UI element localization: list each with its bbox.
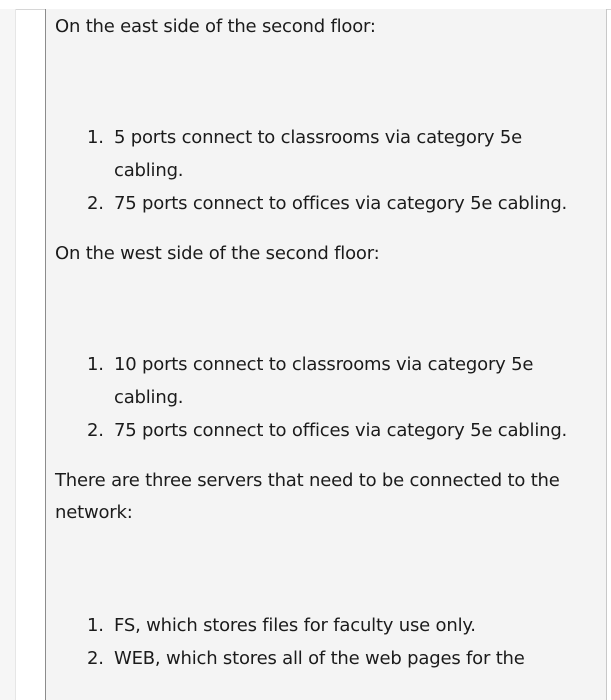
- list-item: [87, 348, 584, 414]
- section-heading-servers: There are three servers that need to be connected to the network:: [55, 470, 560, 523]
- west-list: [87, 348, 584, 447]
- list-item: [87, 187, 584, 220]
- list-item-text: 75 ports connect to offices via category 5e cabling.: [114, 193, 568, 214]
- list-item: [87, 642, 584, 675]
- list-item: [87, 609, 584, 642]
- list-item: [87, 414, 584, 447]
- list-item: [87, 121, 584, 187]
- list-item-text: 75 ports connect to offices via category 5e cabling.: [114, 420, 568, 441]
- list-item-text: 5 ports connect to classrooms via category 5e cabling.: [114, 127, 522, 181]
- section-heading-west: On the west side of the second floor:: [55, 243, 380, 264]
- list-number: 1.: [87, 127, 104, 148]
- list-item-text: FS, which stores files for faculty use only.: [114, 615, 476, 636]
- section-heading-east: On the east side of the second floor:: [55, 16, 376, 37]
- list-number: 1.: [87, 615, 104, 636]
- east-list: [87, 121, 584, 220]
- list-number: 2.: [87, 648, 104, 669]
- list-number: 2.: [87, 193, 104, 214]
- list-number: 2.: [87, 420, 104, 441]
- list-number: 1.: [87, 354, 104, 375]
- left-gutter: [0, 9, 16, 700]
- list-item-text: WEB, which stores all of the web pages for the: [114, 648, 525, 669]
- list-item-text: 10 ports connect to classrooms via category 5e cabling.: [114, 354, 534, 408]
- document-content: [45, 9, 607, 700]
- servers-list: [87, 609, 584, 675]
